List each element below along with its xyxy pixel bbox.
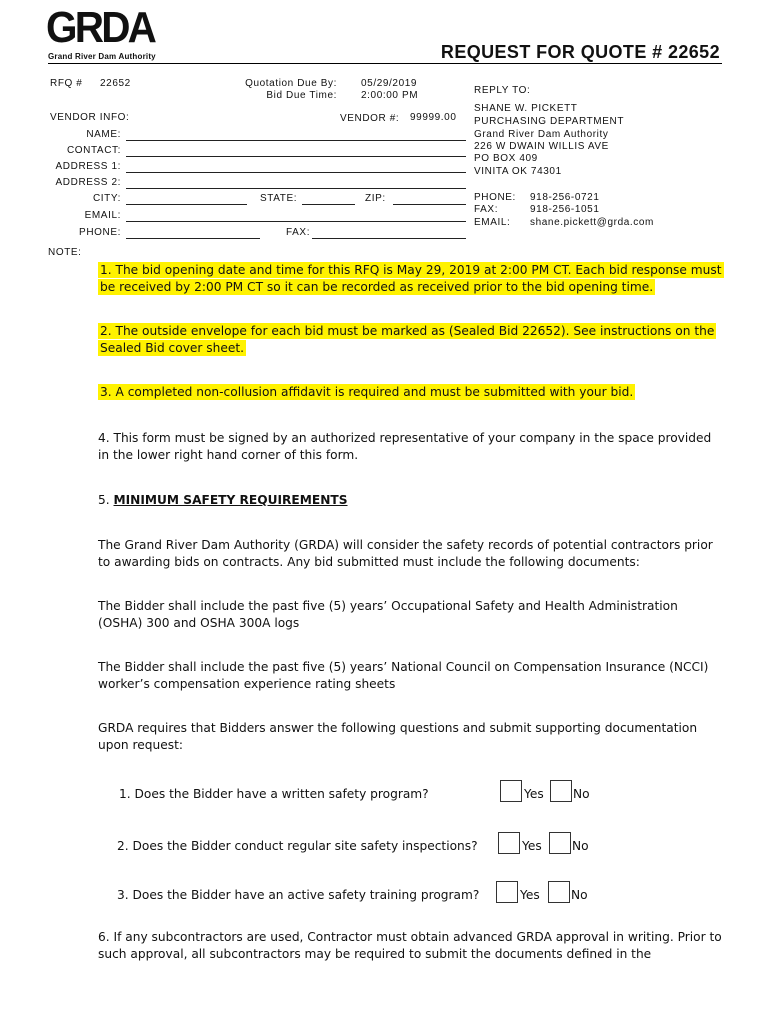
note-6: 6. If any subcontractors are used, Contractor must obtain advanced GRDA approval in writing. Prior to such approval, all subcontractors may be required to submit the documents defined in the xyxy=(98,930,722,961)
q1-no-label: No xyxy=(573,787,590,801)
vendor-contact-field[interactable] xyxy=(126,156,466,157)
vendor-address1-field[interactable] xyxy=(126,172,466,173)
note-1-text: 1. The bid opening date and time for this RFQ is May 29, 2019 at 2:00 PM CT. Each bid response must be received by 2:00 PM CT so it can be recorded as received prior to the bid opening time. xyxy=(100,263,722,294)
reply-phone-label: PHONE: xyxy=(474,192,516,203)
bid-due-value: 2:00:00 PM xyxy=(361,90,419,101)
q2-no-checkbox[interactable] xyxy=(549,832,571,854)
vendor-address2-field[interactable] xyxy=(126,188,466,189)
note-1 xyxy=(98,262,723,295)
note-2-text: 2. The outside envelope for each bid must be marked as (Sealed Bid 22652). See instructions on the Sealed Bid cover sheet. xyxy=(100,324,715,355)
reply-phone: 918-256-0721 xyxy=(530,192,600,203)
note-5-prefix: 5. xyxy=(98,493,114,507)
vendor-contact-label: CONTACT: xyxy=(66,145,121,156)
q1-yes-checkbox[interactable] xyxy=(500,780,522,802)
vendor-phone-field[interactable] xyxy=(126,238,260,239)
note-4: 4. This form must be signed by an authorized representative of your company in the space provided in the lower right hand corner of this form. xyxy=(98,431,712,462)
q3-no-label: No xyxy=(571,888,588,902)
note-3-text: 3. A completed non-collusion affidavit is required and must be submitted with your bid. xyxy=(100,385,634,399)
note-5 xyxy=(98,492,723,509)
note-2 xyxy=(98,323,723,356)
q2-no-label: No xyxy=(572,839,589,853)
vendor-address2-label: ADDRESS 2: xyxy=(55,177,121,188)
vendor-zip-field[interactable] xyxy=(393,204,466,205)
safety-paragraph-2: The Bidder shall include the past five (5) years’ Occupational Safety and Health Administration (OSHA) 300 and OSHA 300A logs xyxy=(98,599,678,630)
vendor-city-label: CITY: xyxy=(92,193,121,204)
vendor-state-label: STATE: xyxy=(260,193,298,204)
q3-yes-label: Yes xyxy=(520,888,540,902)
vendor-address1-label: ADDRESS 1: xyxy=(55,161,121,172)
vendor-name-field[interactable] xyxy=(126,140,466,141)
reply-to-name: SHANE W. PICKETT xyxy=(474,103,578,114)
header-rule xyxy=(48,63,722,64)
logo-subtitle: Grand River Dam Authority xyxy=(48,52,156,61)
vendor-zip-label: ZIP: xyxy=(365,193,386,204)
bid-due-label: Bid Due Time: xyxy=(266,90,337,101)
vendor-fax-label: FAX: xyxy=(286,227,311,238)
vendor-number-label: VENDOR #: xyxy=(340,113,400,124)
safety-requirements-heading: MINIMUM SAFETY REQUIREMENTS xyxy=(113,493,348,507)
safety-paragraph-1: The Grand River Dam Authority (GRDA) will consider the safety records of potential contractors prior to awarding bids on contracts. Any bid submitted must include the following documents: xyxy=(98,538,713,569)
reply-email-label: EMAIL: xyxy=(474,217,511,228)
reply-to-city: VINITA OK 74301 xyxy=(474,166,562,177)
rfq-label: RFQ # xyxy=(50,78,83,89)
vendor-phone-label: PHONE: xyxy=(79,227,121,238)
vendor-fax-field[interactable] xyxy=(312,238,466,239)
note-3 xyxy=(98,384,723,401)
q3-no-checkbox[interactable] xyxy=(548,881,570,903)
vendor-email-field[interactable] xyxy=(126,221,466,222)
reply-email: shane.pickett@grda.com xyxy=(530,217,654,228)
q1-yes-label: Yes xyxy=(524,787,544,801)
grda-logo: GRDA xyxy=(46,3,155,52)
page-title: REQUEST FOR QUOTE # 22652 xyxy=(440,42,720,62)
vendor-number-value: 99999.00 xyxy=(410,112,457,123)
note-label: NOTE: xyxy=(48,247,82,258)
question-1: 1. Does the Bidder have a written safety program? xyxy=(119,787,429,801)
q2-yes-label: Yes xyxy=(522,839,542,853)
q1-no-checkbox[interactable] xyxy=(550,780,572,802)
vendor-email-label: EMAIL: xyxy=(84,210,121,221)
safety-paragraph-4: GRDA requires that Bidders answer the following questions and submit supporting documentation upon request: xyxy=(98,721,698,752)
quotation-due-label: Quotation Due By: xyxy=(245,78,337,89)
quotation-due-value: 05/29/2019 xyxy=(361,78,418,89)
vendor-city-field[interactable] xyxy=(126,204,247,205)
reply-to-address1: 226 W DWAIN WILLIS AVE xyxy=(474,141,609,152)
q3-yes-checkbox[interactable] xyxy=(496,881,518,903)
reply-to-org: Grand River Dam Authority xyxy=(474,129,609,140)
reply-fax: 918-256-1051 xyxy=(530,204,600,215)
q2-yes-checkbox[interactable] xyxy=(498,832,520,854)
reply-to-address2: PO BOX 409 xyxy=(474,153,538,164)
vendor-info-label: VENDOR INFO: xyxy=(50,112,130,123)
vendor-state-field[interactable] xyxy=(302,204,355,205)
reply-to-department: PURCHASING DEPARTMENT xyxy=(474,116,625,127)
safety-paragraph-3: The Bidder shall include the past five (5) years’ National Council on Compensation Insurance (NCCI) worker’s compensation experience rating sheets xyxy=(98,660,709,691)
rfq-number: 22652 xyxy=(100,78,131,89)
reply-to-label: REPLY TO: xyxy=(474,85,531,96)
question-2: 2. Does the Bidder conduct regular site safety inspections? xyxy=(117,839,478,853)
question-3: 3. Does the Bidder have an active safety training program? xyxy=(117,888,480,902)
reply-fax-label: FAX: xyxy=(474,204,499,215)
vendor-name-label: NAME: xyxy=(86,129,121,140)
